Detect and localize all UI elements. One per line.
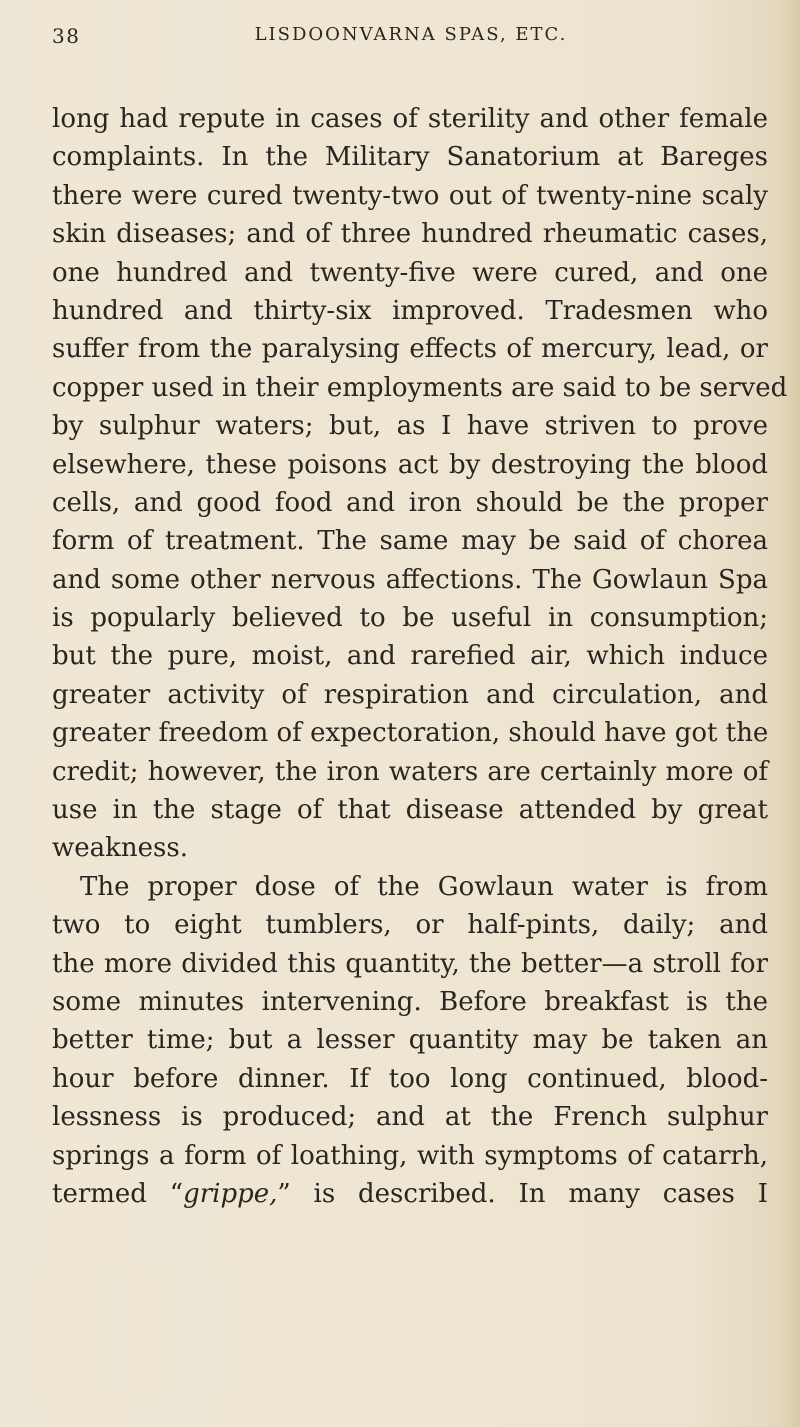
text-line: springs a form of loathing, with symptoms of catarrh,	[52, 1140, 768, 1171]
running-head: LISDOONVARNA SPAS, ETC.	[254, 24, 568, 45]
text-line: skin diseases; and of three hundred rheumatic cases,	[52, 219, 768, 250]
final-text-line	[52, 1175, 768, 1213]
text-line: and some other nervous affections. The Gowlaun Spa	[52, 564, 768, 595]
text-line: copper used in their employments are said to be served	[52, 372, 788, 403]
text-line: better time; but a lesser quantity may be taken an	[52, 1025, 768, 1056]
text-line: elsewhere, these poisons act by destroying the blood	[52, 449, 768, 480]
text-line: cells, and good food and iron should be the proper	[52, 487, 768, 518]
text-line: the more divided this quantity, the better—a stroll for	[52, 948, 768, 979]
text-line: is popularly believed to be useful in consumption;	[52, 603, 768, 634]
body-text	[52, 100, 788, 1213]
text-line: hour before dinner. If too long continued, blood-	[52, 1063, 768, 1094]
text-line: weakness.	[52, 833, 188, 864]
paragraph-start-line: The proper dose of the Gowlaun water is from	[80, 871, 768, 902]
text-line: use in the stage of that disease attended by great	[52, 795, 768, 826]
text-line: lessness is produced; and at the French sulphur	[52, 1102, 768, 1133]
text-line: by sulphur waters; but, as I have striven to prove	[52, 411, 768, 442]
text-line: suffer from the paralysing effects of mercury, lead, or	[52, 334, 768, 365]
text-line: two to eight tumblers, or half-pints, daily; and	[52, 910, 768, 941]
page-header	[52, 24, 770, 54]
text-line: hundred and thirty-six improved. Tradesmen who	[52, 295, 768, 326]
text-line: one hundred and twenty-five were cured, and one	[52, 257, 768, 288]
text-line: some minutes intervening. Before breakfast is the	[52, 986, 768, 1017]
text-line: but the pure, moist, and rarefied air, which induce	[52, 641, 768, 672]
final-line-end: ” is described. In many cases I	[277, 1178, 768, 1209]
text-line: greater freedom of expectoration, should have got the	[52, 718, 769, 749]
text-line: form of treatment. The same may be said of chorea	[52, 526, 768, 557]
final-line-start: termed “	[52, 1178, 184, 1209]
text-line: greater activity of respiration and circulation, and	[52, 679, 768, 710]
text-line: there were cured twenty-two out of twenty-nine scaly	[52, 180, 768, 211]
text-line: credit; however, the iron waters are certainly more of	[52, 756, 768, 787]
italic-word: grippe,	[183, 1178, 278, 1209]
text-line: complaints. In the Military Sanatorium at Bareges	[52, 142, 768, 173]
page-number: 38	[52, 24, 81, 48]
text-line: long had repute in cases of sterility and other female	[52, 104, 768, 134]
